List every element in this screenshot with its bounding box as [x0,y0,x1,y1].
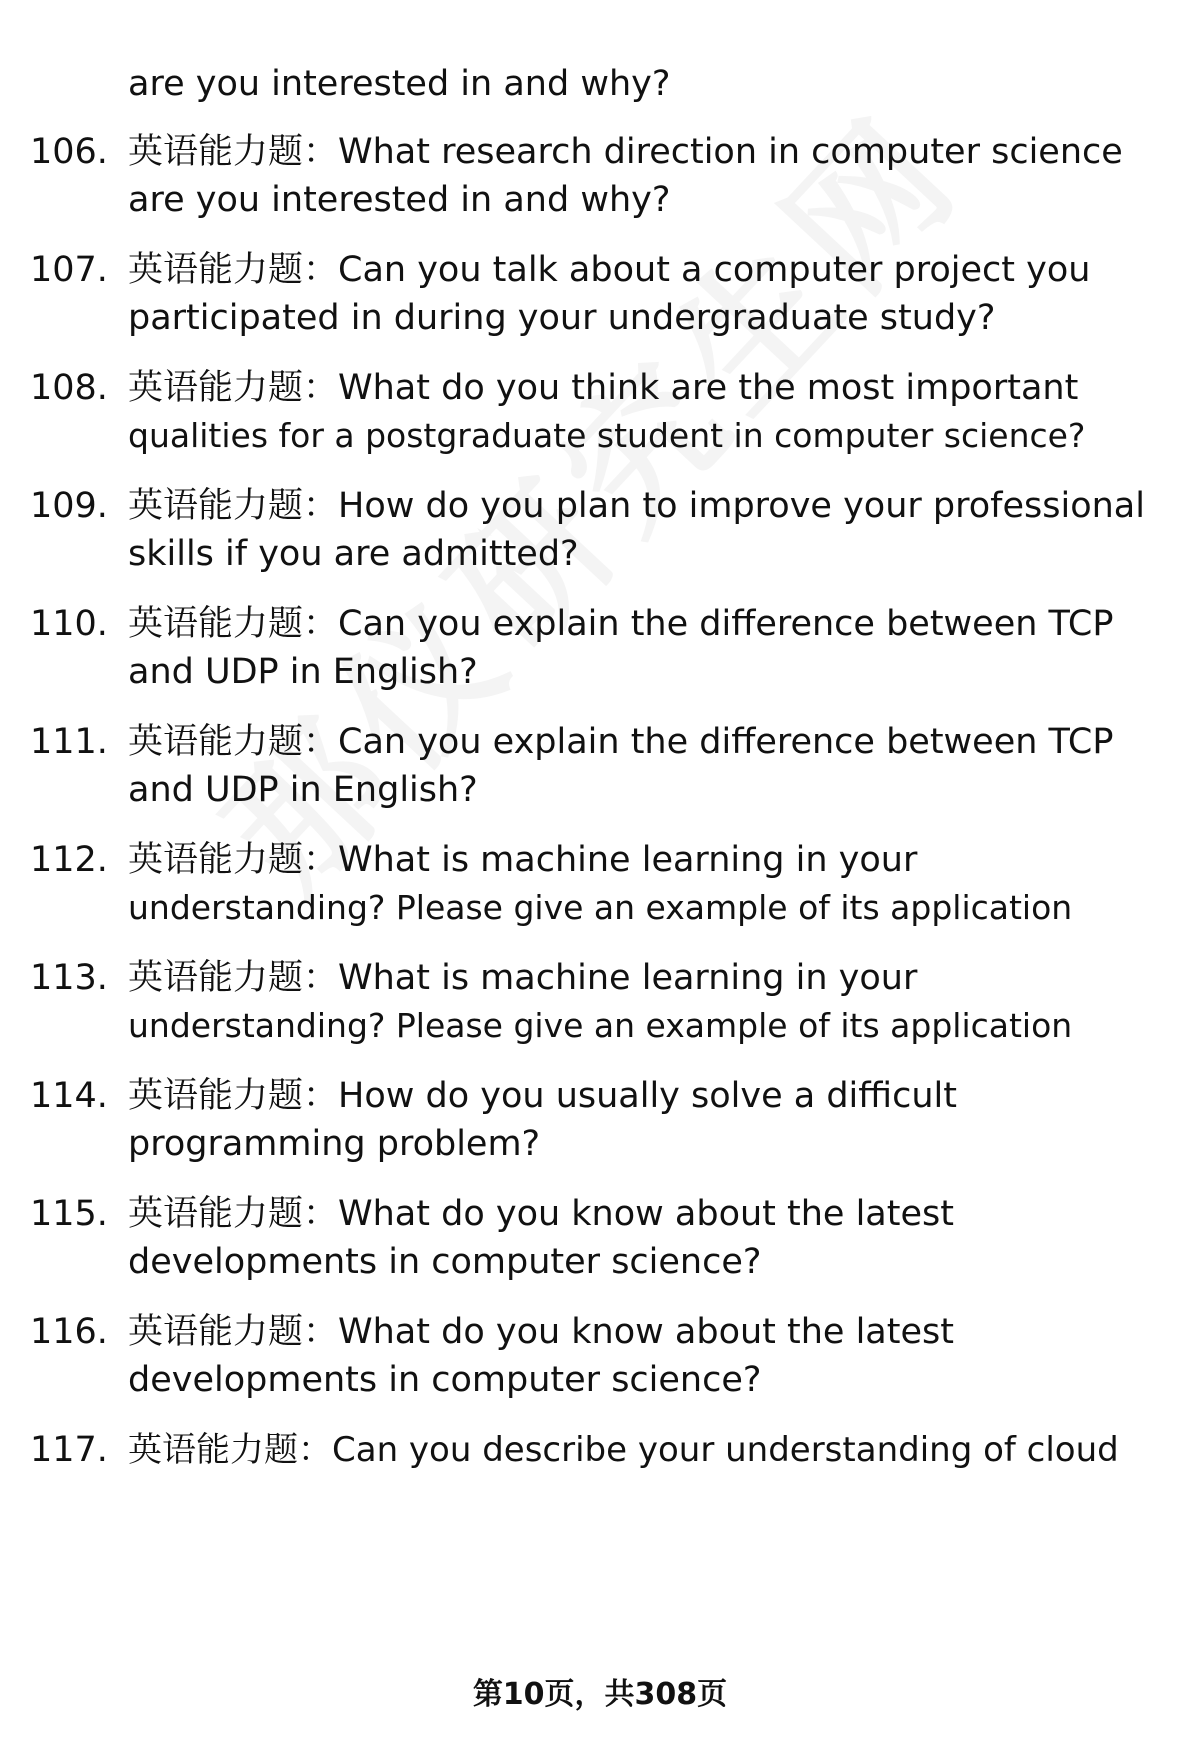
question-text: skills if you are admitted? [128,534,579,574]
question-number: 107. [30,250,108,290]
page-footer: 第10页，共308页 [472,1677,728,1712]
question-item [30,128,1170,224]
question-item [30,1426,1170,1474]
question-number: 110. [30,604,108,644]
category-label: 英语能力题： [128,604,339,644]
question-number: 114. [30,1076,108,1116]
question-text: How do you plan to improve your professional [338,486,1145,526]
category-label: 英语能力题： [128,722,339,762]
question-text: programming problem? [128,1124,541,1164]
question-text: understanding? Please give an example of its application [128,888,1073,927]
question-item [30,836,1170,932]
question-text: understanding? Please give an example of its application [128,1006,1073,1045]
category-label: 英语能力题： [128,1194,339,1234]
question-number: 106. [30,132,108,172]
question-number: 117. [30,1430,108,1470]
category-label: 英语能力题： [128,1076,339,1116]
question-number: 112. [30,840,108,880]
question-item [30,1072,1170,1168]
question-text: Can you explain the difference between TCP [338,604,1114,644]
question-text: What is machine learning in your [338,840,918,880]
question-text: developments in computer science? [128,1242,762,1282]
question-text: What is machine learning in your [338,958,918,998]
category-label: 英语能力题： [128,368,339,408]
question-number: 116. [30,1312,108,1352]
category-label: 英语能力题： [128,132,339,172]
category-label: 英语能力题： [128,1430,332,1470]
question-item [30,954,1170,1050]
question-item [30,600,1170,696]
question-number: 113. [30,958,108,998]
category-label: 英语能力题： [128,958,339,998]
category-label: 英语能力题： [128,250,339,290]
question-text: What do you know about the latest [338,1312,954,1352]
question-item [30,482,1170,578]
question-text: and UDP in English? [128,770,478,810]
continuation-line: are you interested in and why? [128,64,671,104]
category-label: 英语能力题： [128,840,339,880]
question-text: qualities for a postgraduate student in computer science? [128,416,1086,455]
question-text: What do you know about the latest [338,1194,954,1234]
question-text: What research direction in computer science [338,132,1123,172]
question-item [30,364,1170,460]
question-text: What do you think are the most important [338,368,1079,408]
category-label: 英语能力题： [128,1312,339,1352]
question-text: participated in during your undergraduate study? [128,298,996,338]
question-item [30,1308,1170,1404]
category-label: 英语能力题： [128,486,339,526]
question-text: How do you usually solve a difficult [338,1076,957,1116]
question-number: 115. [30,1194,108,1234]
question-number: 108. [30,368,108,408]
question-item [30,1190,1170,1286]
question-text: Can you explain the difference between TCP [338,722,1114,762]
question-text: and UDP in English? [128,652,478,692]
question-item [30,718,1170,814]
question-text: Can you describe your understanding of cloud [332,1430,1119,1470]
question-number: 109. [30,486,108,526]
question-item [30,246,1170,342]
question-text: Can you talk about a computer project you [338,250,1091,290]
question-number: 111. [30,722,108,762]
question-text: are you interested in and why? [128,180,671,220]
question-text: developments in computer science? [128,1360,762,1400]
